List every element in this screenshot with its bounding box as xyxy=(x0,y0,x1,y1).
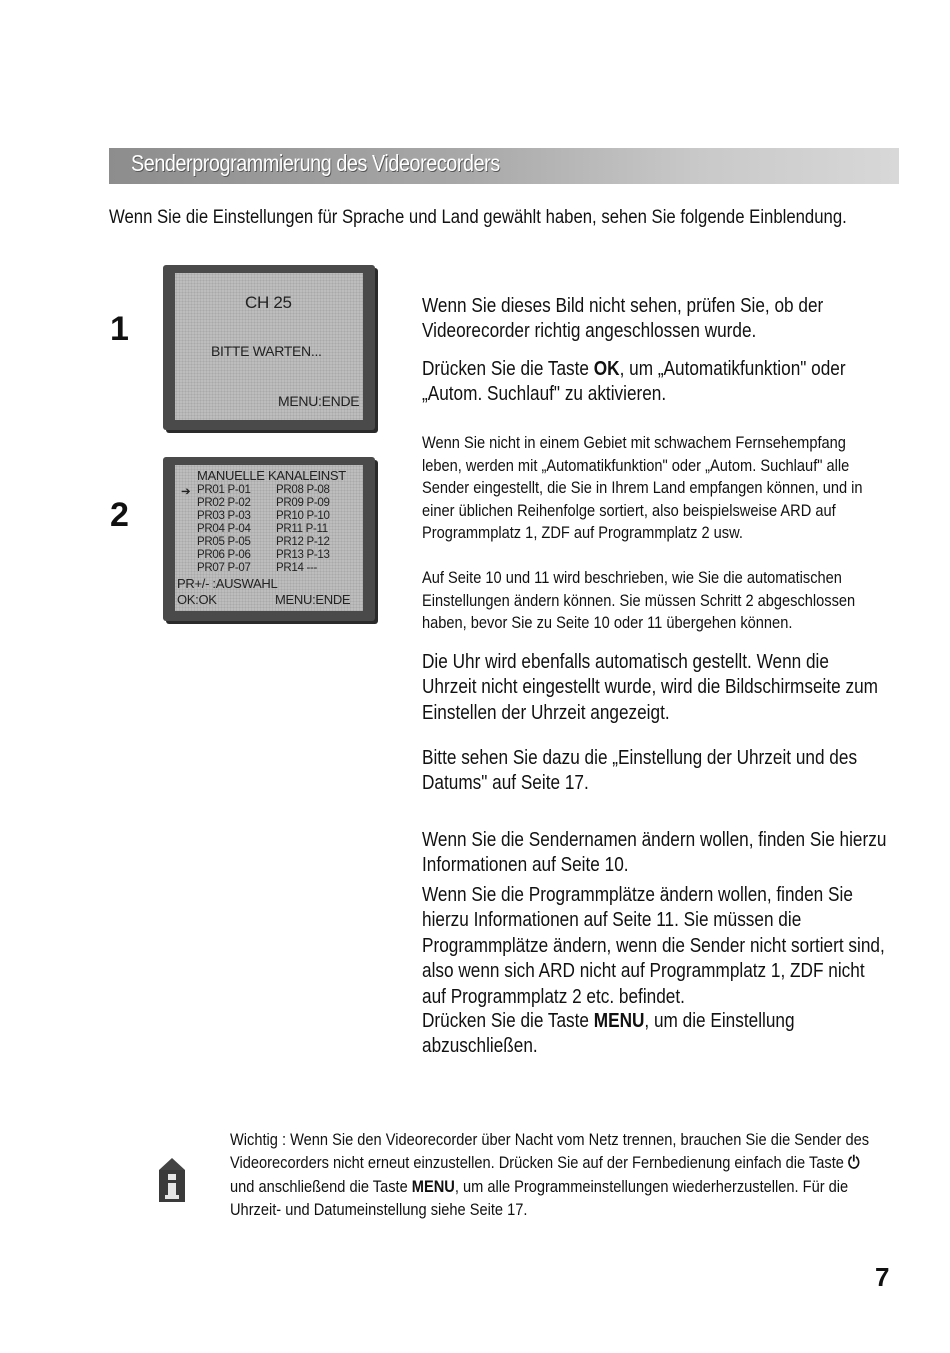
osd-program-right: PR11 P-11 xyxy=(276,523,328,535)
tv-screen-2-display xyxy=(175,465,363,611)
paragraph-press-menu xyxy=(422,1009,886,1060)
text-segment: , um alle Programmeinstellungen wiederherzustellen. Für die Uhrzeit- und Datumeinstellung siehe Seite 17. xyxy=(230,1176,849,1220)
info-icon xyxy=(151,1154,193,1206)
osd-program-left: PR04 P-04 xyxy=(197,523,251,535)
osd-arrow-icon: ➔ xyxy=(181,486,191,498)
osd-ok-hint: OK:OK xyxy=(177,592,217,607)
paragraph-check-connection: Wenn Sie dieses Bild nicht sehen, prüfen Sie, ob der Videorecorder richtig angeschlossen wurde. xyxy=(422,295,824,343)
tv-screen-1-display xyxy=(175,273,363,420)
paragraph-clock-reference: Bitte sehen Sie dazu die „Einstellung der Uhrzeit und des Datums" auf Seite 17. xyxy=(422,747,858,795)
osd-menu-end: MENU:ENDE xyxy=(278,393,360,409)
osd-select-hint: PR+/- :AUSWAHL xyxy=(177,576,278,591)
osd-program-right: PR12 P-12 xyxy=(276,536,330,548)
text-segment: Wichtig : Wenn Sie den Videorecorder über Nacht vom Netz trennen, brauchen Sie die Sender des Videorecorders nicht erneut einzustellen. Drücken Sie auf der Fernbedienung einfach die Taste xyxy=(230,1130,870,1173)
paragraph-clock: Die Uhr wird ebenfalls automatisch gestellt. Wenn die Uhrzeit nicht eingestellt wurde, wird die Bildschirmseite zum Einstellen der Uhrzeit angezeigt. xyxy=(422,651,878,724)
intro-text: Wenn Sie die Einstellungen für Sprache und Land gewählt haben, sehen Sie folgende Einblendung. xyxy=(109,207,847,228)
osd-program-right: PR10 P-10 xyxy=(276,510,330,522)
osd-program-left: PR07 P-07 xyxy=(197,562,251,574)
page-number: 7 xyxy=(875,1262,890,1292)
paragraph-press-ok xyxy=(422,357,886,408)
osd-program-left: PR03 P-03 xyxy=(197,510,251,522)
paragraph-auto-settings: Auf Seite 10 und 11 wird beschrieben, wie Sie die automatischen Einstellungen ändern können. Sie müssen Schritt 2 abgeschlossen haben, bevor Sie zu Seite 10 oder 11 übergehen können. xyxy=(422,568,856,633)
text-segment: , um „Automatikfunktion" oder „Autom. Suchlauf" zu aktivieren. xyxy=(422,358,846,406)
important-note xyxy=(230,1128,884,1222)
osd-manual-title: MANUELLE KANALEINST xyxy=(197,468,346,483)
osd-program-right: PR08 P-08 xyxy=(276,484,330,496)
osd-menu-end: MENU:ENDE xyxy=(275,592,351,607)
osd-program-left: PR01 P-01 xyxy=(197,484,251,496)
text-segment: Drücken Sie die Taste xyxy=(422,358,594,380)
osd-program-left: PR05 P-05 xyxy=(197,536,251,548)
step-number-2: 2 xyxy=(110,496,129,534)
key-ok: OK xyxy=(593,358,620,380)
osd-wait-message: BITTE WARTEN... xyxy=(211,343,322,359)
osd-program-right: PR09 P-09 xyxy=(276,497,330,509)
paragraph-program-slots: Wenn Sie die Programmplätze ändern wollen, finden Sie hierzu Informationen auf Seite 11. Sie müssen die Programmplätze ändern, wenn die Sender nicht sortiert sind, also wenn sich ARD nicht auf Programmplatz 1, ZDF nicht auf Programmplatz 2 etc. befindet. xyxy=(422,884,885,1008)
step-number-1: 1 xyxy=(110,310,129,348)
osd-program-right: PR14 --- xyxy=(276,562,318,574)
tv-screen-2 xyxy=(163,457,375,621)
power-icon: ⏻ xyxy=(847,1153,860,1173)
key-menu: MENU xyxy=(593,1010,645,1032)
tv-screen-1 xyxy=(163,265,375,430)
section-header-bar xyxy=(109,148,899,184)
osd-program-left: PR02 P-02 xyxy=(197,497,251,509)
key-menu: MENU xyxy=(411,1176,455,1196)
text-segment: , um die Einstellung abzuschließen. xyxy=(422,1010,795,1058)
section-title: Senderprogrammierung des Videorecorders xyxy=(131,150,500,176)
osd-channel: CH 25 xyxy=(245,293,292,312)
text-segment: Drücken Sie die Taste xyxy=(422,1010,594,1032)
osd-program-right: PR13 P-13 xyxy=(276,549,330,561)
osd-program-left: PR06 P-06 xyxy=(197,549,251,561)
text-segment: und anschließend die Taste xyxy=(230,1176,412,1196)
paragraph-auto-tuning: Wenn Sie nicht in einem Gebiet mit schwachem Fernsehempfang leben, werden mit „Automatikfunktion" oder „Autom. Suchlauf" alle Sender eingestellt, die Sie in Ihrem Land empfangen können, und in einer üblichen Reihenfolge sortiert, also beispielsweise ARD auf Programmplatz 1, ZDF auf Programmplatz 2 usw. xyxy=(422,433,863,543)
paragraph-station-names: Wenn Sie die Sendernamen ändern wollen, finden Sie hierzu Informationen auf Seite 10. xyxy=(422,829,887,877)
